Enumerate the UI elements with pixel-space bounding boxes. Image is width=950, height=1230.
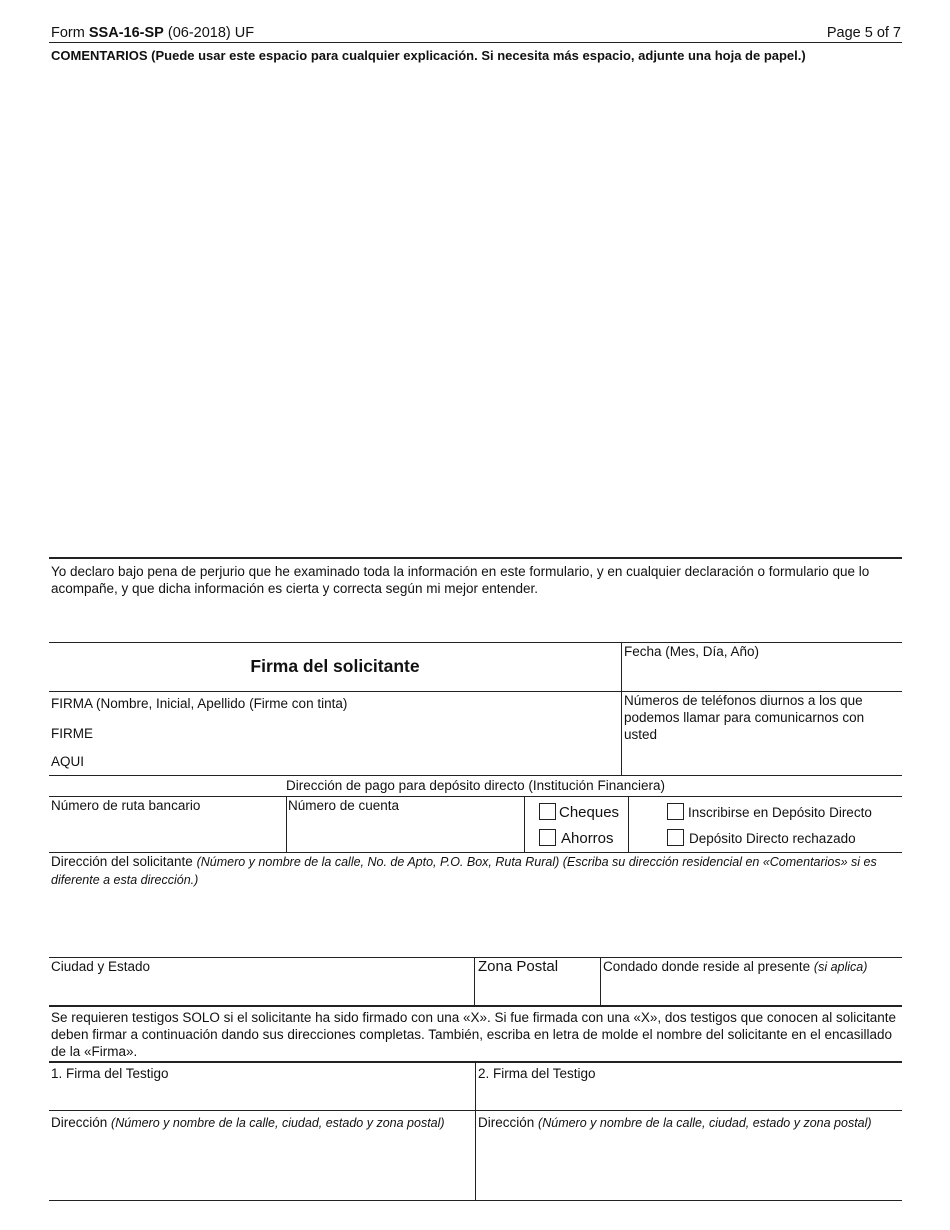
signature-title: Firma del solicitante <box>250 656 420 676</box>
page-number: Page 5 of 7 <box>826 25 901 41</box>
checking-label: Cheques <box>559 804 620 821</box>
city-bottom-rule <box>49 1005 902 1007</box>
refused-checkbox[interactable] <box>667 829 684 846</box>
signature-bottom-rule <box>49 775 902 776</box>
county-label: Condado donde reside al presente <box>603 959 811 974</box>
witness2-sig-field[interactable] <box>477 1083 902 1109</box>
phone-field[interactable] <box>622 744 902 774</box>
witness2-sig-label: 2. Firma del Testigo <box>478 1066 596 1081</box>
signature-field[interactable] <box>110 715 615 773</box>
savings-checkbox[interactable] <box>539 829 556 846</box>
address-label: Dirección del solicitante <box>51 854 193 869</box>
phone-label: Números de teléfonos diurnos a los que podemos llamar para comunicarnos con usted <box>624 693 865 742</box>
city-divider <box>474 957 475 1005</box>
routing-label: Número de ruta bancario <box>51 798 201 813</box>
account-field[interactable] <box>288 815 522 850</box>
witness1-addr-field[interactable] <box>50 1133 473 1199</box>
address-note: (Número y nombre de la calle, No. de Apto, P.O. Box, Ruta Rural) (Escriba su dirección residencial en «Comentarios» si es diferente a esta dirección.) <box>51 855 877 887</box>
witness2-addr-label: Dirección <box>478 1115 535 1130</box>
account-label: Número de cuenta <box>288 798 400 813</box>
witness1-sig-label: 1. Firma del Testigo <box>51 1066 169 1081</box>
checking-checkbox[interactable] <box>539 803 556 820</box>
witness1-addr-label: Dirección <box>51 1115 108 1130</box>
witness1-sig-field[interactable] <box>50 1083 473 1109</box>
witness-mid-rule <box>49 1110 902 1111</box>
witness-bottom-rule <box>49 1200 902 1201</box>
witness2-addr-label-block <box>478 1114 872 1132</box>
enroll-label: Inscribirse en Depósito Directo <box>688 805 872 820</box>
city-field[interactable] <box>50 976 472 1004</box>
refused-label: Depósito Directo rechazado <box>689 831 856 846</box>
witness-divider <box>475 1062 476 1201</box>
form-id <box>51 25 254 42</box>
date-label: Fecha (Mes, Día, Año) <box>624 644 760 659</box>
enroll-checkbox[interactable] <box>667 803 684 820</box>
signature-top-rule <box>49 642 902 643</box>
declaration-text: Yo declaro bajo pena de perjurio que he examinado toda la información en este formulario, y en cualquier declaración o formulario que lo acompañe, y que dicha información es cierta y correcta según mi mejor entender. <box>51 564 870 596</box>
sign-label: FIRMA (Nombre, Inicial, Apellido (Firme con tinta) <box>51 696 348 711</box>
witness1-addr-note: (Número y nombre de la calle, ciudad, estado y zona postal) <box>111 1116 445 1130</box>
witness1-addr-label-block <box>51 1114 445 1132</box>
form-revision: (06-2018) UF <box>167 25 255 41</box>
address-field[interactable] <box>50 890 902 954</box>
address-label-block <box>51 853 896 889</box>
deposit-divider-2 <box>524 796 525 852</box>
deposit-divider-3 <box>628 796 629 852</box>
zip-divider <box>600 957 601 1005</box>
savings-label: Ahorros <box>561 830 614 847</box>
comments-area[interactable] <box>49 66 902 556</box>
witness-instructions: Se requieren testigos SOLO si el solicitante ha sido firmado con una «X». Si fue firmada con una «X», dos testigos que conocen al solicitante deben firmar a continuación dando sus direcciones completas. También, escriba en letra de molde el nombre del solicitante en el encasillado de la «Firma». <box>51 1010 896 1059</box>
deposit-title: Dirección de pago para depósito directo (Institución Financiera) <box>286 778 665 793</box>
zip-field[interactable] <box>476 976 598 1004</box>
comments-bottom-rule <box>49 557 902 559</box>
county-label-block <box>603 958 867 976</box>
sign-here-1: FIRME <box>51 726 93 741</box>
deposit-divider-1 <box>286 796 287 852</box>
witness2-addr-note: (Número y nombre de la calle, ciudad, estado y zona postal) <box>538 1116 872 1130</box>
witness2-addr-field[interactable] <box>477 1133 902 1199</box>
routing-field[interactable] <box>50 815 284 850</box>
form-number: SSA-16-SP <box>88 25 164 41</box>
comments-heading: COMENTARIOS (Puede usar este espacio para cualquier explicación. Si necesita más espacio, adjunte una hoja de papel.) <box>51 48 806 63</box>
header-rule <box>49 42 902 43</box>
city-label: Ciudad y Estado <box>51 959 151 974</box>
county-note: (si aplica) <box>813 960 868 974</box>
date-field[interactable] <box>622 662 902 690</box>
zip-label: Zona Postal <box>478 958 559 975</box>
sign-here-2: AQUI <box>51 754 85 769</box>
form-prefix: Form <box>51 25 85 41</box>
county-field[interactable] <box>602 976 902 1004</box>
